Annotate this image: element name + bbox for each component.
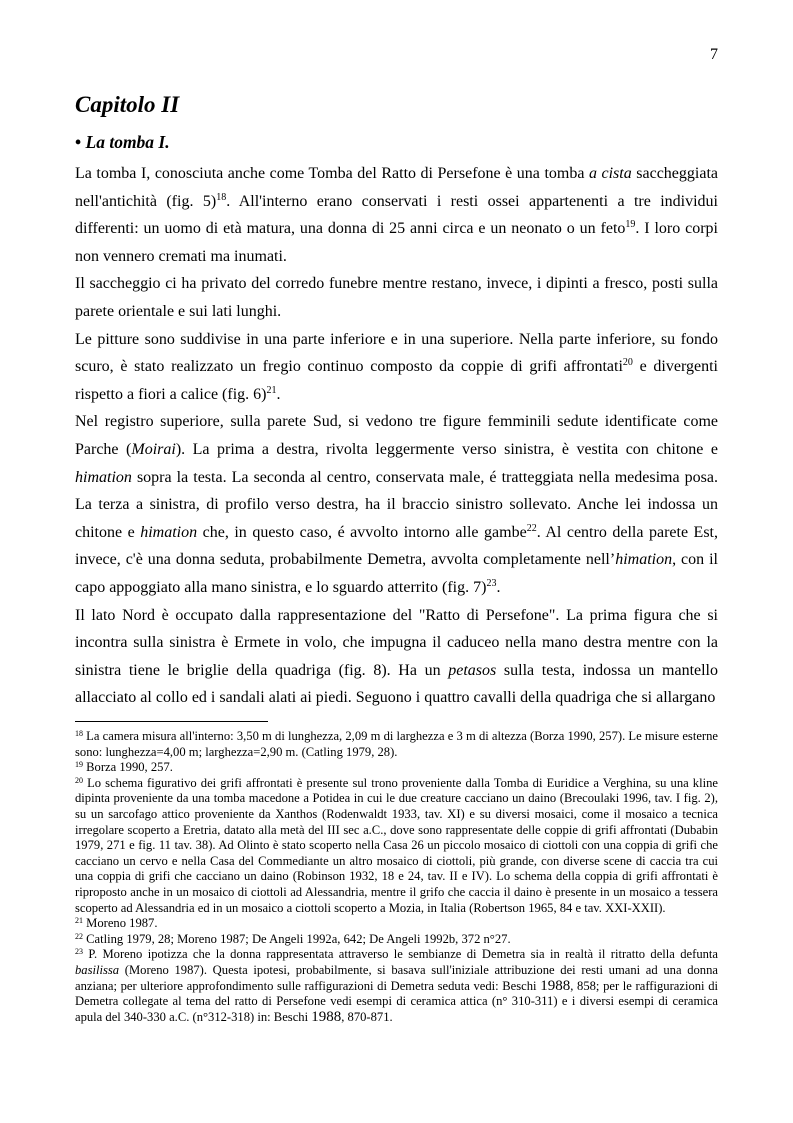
- body-text: [75, 160, 718, 712]
- footnote-19: $^{19}$ Borza 1990, 257.: [75, 760, 173, 775]
- bullet-icon: •: [75, 132, 82, 152]
- footnote-20: $^{20}$ Lo schema figurativo dei grifi affrontati è presente sul trono proveniente dalla Tomba di Euridice a Verghina, su una kline dipinta proveniente da una tomba macedone a Potidea in cui le due creature cacciano un daino (Brecoulaki 1996, tav. I fig. 2), su un sarcofago attico proveniente da Xanthos (Rodenwaldt 1933, tav. XI) e su diversi mosaici, come il mosaico a tecnica irregolare scoperto a Eretria, datato alla metà del III sec a.C., dove sono rappresentate delle coppie di grifi affrontati (Dubabin 1979, 271 e fig. 11 tav. 38). Ad Olinto è stato scoperto nella Casa 26 un piccolo mosaico di ciottoli con una coppia di grifi che cacciano un cervo e nella Casa del Commediante un altro mosaico di ciottoli, più grande, con diverse scene di caccia tra cui una coppia di grifi che cacciano un daino (Robinson 1932, 18 e 24, tav. II e IV). Lo schema della coppia di grifi affrontati è riproposto anche in un mosaico di ciottoli ad Alessandria, mentre il grifo che caccia il daino è presente in un mosaico a tessera scoperto ad Alessandria ed in un mosaico a ciottoli scoperto a Mozia, in Italia (Robertson 1965, 84 e tav. XXI-XXII).: [75, 775, 718, 915]
- paragraph-4: Nel registro superiore, sulla parete Sud, si vedono tre figure femminili sedute identificate come Parche (Moirai). La prima a destra, rivolta leggermente verso sinistra, è vestita con chitone e himation sopra la testa. La seconda al centro, conservata male, é tratteggiata nella medesima posa. La terza a sinistra, di profilo verso destra, ha il braccio sinistro sollevato. Anche lei indossa un chitone e himation che, in questo caso, é avvolto intorno alle gambe$^{22}$. Al centro della parete Est, invece, c'è una donna seduta, probabilmente Demetra, avvolta completamente nell’himation, con il capo appoggiato alla mano sinistra, e lo sguardo atterrito (fig. 7)$^{23}$.: [75, 413, 719, 596]
- footnote-ref-23[interactable]: 23: [486, 577, 497, 589]
- paragraph-1: La tomba I, conosciuta anche come Tomba del Ratto di Persefone è una tomba a cista saccheggiata nell'antichità (fig. 5)$^{18}$. All'interno erano conservati i resti ossei appartenenti a tre individui differenti: un uomo di età matura, una donna di 25 anni circa e un neonato o un feto$^{19}$. I loro corpi non vennero cremati ma inumati.: [75, 165, 718, 265]
- footnote-ref-18[interactable]: 18: [216, 191, 227, 203]
- page-number: 7: [710, 46, 718, 63]
- footnote-ref-21[interactable]: 21: [266, 384, 277, 396]
- footnote-22: $^{22}$ Catling 1979, 28; Moreno 1987; De Angeli 1992a, 642; De Angeli 1992b, 372 n°27.: [75, 931, 511, 946]
- footnote-divider: [75, 721, 268, 722]
- paragraph-3: Le pitture sono suddivise in una parte inferiore e in una superiore. Nella parte inferiore, su fondo scuro, è stato realizzato un fregio continuo composto da coppie di grifi affrontati$^{20}$ e divergenti rispetto a fiori a calice (fig. 6)$^{21}$.: [75, 330, 718, 403]
- section-heading: [75, 132, 170, 153]
- footnote-ref-22[interactable]: 22: [526, 522, 537, 534]
- footnote-21: $^{21}$ Moreno 1987.: [75, 916, 158, 931]
- footnote-ref-20[interactable]: 20: [622, 357, 633, 369]
- footnote-ref-19[interactable]: 19: [625, 219, 636, 231]
- chapter-title: Capitolo II: [75, 92, 180, 117]
- section-title: La tomba I.: [85, 132, 170, 152]
- footnote-18: $^{18}$ La camera misura all'interno: 3,50 m di lunghezza, 2,09 m di larghezza e 3 m di altezza (Borza 1990, 257). Le misure esterne sono: lunghezza=4,00 m; larghezza=2,90 m. (Catling 1979, 28).: [75, 729, 718, 759]
- paragraph-2: Il saccheggio ci ha privato del corredo funebre mentre restano, invece, i dipinti a fresco, posti sulla parete orientale e sui lati lunghi.: [75, 275, 718, 320]
- footnote-23: $^{23}$ P. Moreno ipotizza che la donna rappresentata attraverso le sembianze di Demetra sia in realtà il ritratto della defunta basilissa (Moreno 1987). Questa ipotesi, probabilmente, si basava sull'iniziale attribuzione dei resti umani ad una donna anziana; per ulteriore approfondimento sulle raffigurazioni di Demetra seduta vedi: Beschi 1988, 858; per le raffigurazioni di Demetra collegate al tema del ratto di Persefone vedi esempi di ceramica attica (n° 310-311) e i diversi esempi di ceramica apula del 340-330 a.C. (n°312-318) in: Beschi 1988, 870-871.: [75, 947, 719, 1025]
- footnotes: [75, 729, 718, 1025]
- paragraph-5: Il lato Nord è occupato dalla rappresentazione del "Ratto di Persefone". La prima figura che si incontra sulla sinistra è Ermete in volo, che impugna il caduceo nella mano destra mentre con la sinistra tiene le briglie della quadriga (fig. 8). Ha un petasos sulla testa, indossa un mantello allacciato al collo ed i sandali alati ai piedi. Seguono i quattro cavalli della quadriga che si allargano: [75, 606, 719, 707]
